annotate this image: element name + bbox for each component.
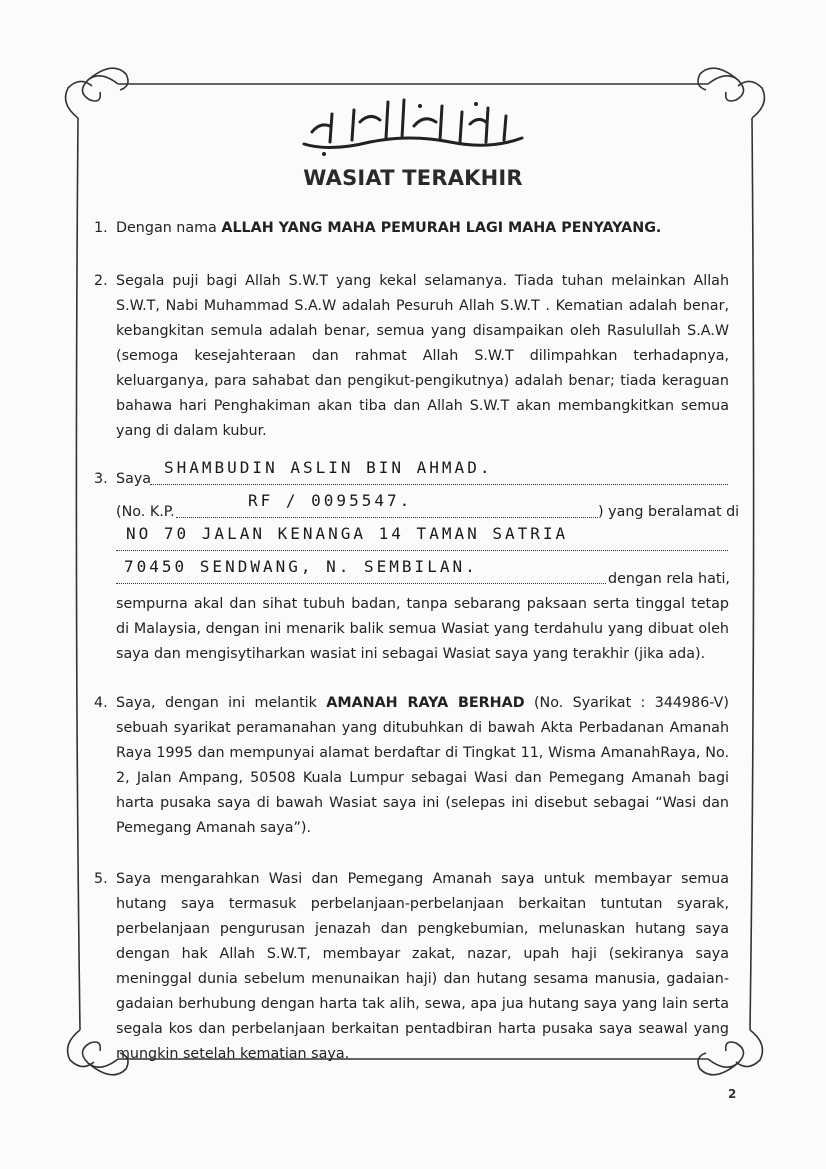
kp-close-label: ) yang beralamat di — [598, 504, 740, 520]
clause-5-text: Saya mengarahkan Wasi dan Pemegang Amanah saya untuk membayar semua hutang saya termasuk perbelanjaan-perbelanjaan berkaitan tuntutan syarak, perbelanjaan pengurusan jenazah dan pengkebumian, melunaskan hutang saya dengan hak Allah S.W.T, membayar zakat, nazar, upah haji (sekiranya saya meninggal dunia sebelum menunaikan haji) dan hutang sesama manusia, gadaian-gadaian berhubung dengan harta tak alih, sewa, apa jua hutang saya yang lain serta segala kos dan perbelanjaan berkaitan pentadbiran harta pusaka saya seawal yang mungkin setelah kematian saya. — [116, 871, 729, 1062]
handwritten-address-2: 70450 SENDWANG, N. SEMBILAN. — [124, 557, 478, 576]
basmala-calligraphy — [290, 92, 534, 160]
handwritten-ic-number: RF / 0095547. — [248, 491, 413, 510]
clause-5-number: 5. — [94, 871, 108, 887]
kp-open-label: (No. K.P. — [116, 504, 175, 520]
saya-label: Saya — [116, 471, 152, 487]
rela-hati-label: dengan rela hati, — [608, 571, 730, 587]
clause-1-lead: Dengan nama — [116, 220, 222, 236]
clause-3-number: 3. — [94, 471, 108, 487]
address-field-1[interactable] — [116, 524, 728, 551]
clause-4-bold: AMANAH RAYA BERHAD — [326, 695, 525, 711]
clause-4-rest: (No. Syarikat : 344986-V) sebuah syarikat peramanahan yang ditubuhkan di bawah Akta Perbadanan Amanah Raya 1995 dan mempunyai alamat berdaftar di Tingkat 11, Wisma AmanahRaya, No. 2, Jalan Ampang, 50508 Kuala Lumpur sebagai Wasi dan Pemegang Amanah bagi harta pusaka saya di bawah Wasiat saya ini (selepas ini disebut sebagai “Wasi dan Pemegang Amanah saya”). — [116, 695, 729, 836]
document-title: WASIAT TERAKHIR — [303, 166, 523, 190]
handwritten-name: SHAMBUDIN ASLIN BIN AHMAD. — [164, 458, 493, 477]
handwritten-address-1: NO 70 JALAN KENANGA 14 TAMAN SATRIA — [126, 524, 569, 543]
clause-2-number: 2. — [94, 273, 108, 289]
name-field[interactable] — [150, 458, 728, 485]
clause-4-number: 4. — [94, 695, 108, 711]
address-field-2[interactable] — [116, 557, 606, 584]
clause-3-text: sempurna akal dan sihat tubuh badan, tanpa sebarang paksaan serta tinggal tetap di Malaysia, dengan ini menarik balik semua Wasiat yang terdahulu yang dibuat oleh saya dan mengisytiharkan wasiat ini sebagai Wasiat saya yang terakhir (jika ada). — [116, 596, 729, 662]
clause-1-text — [116, 216, 729, 241]
clause-2-text: Segala puji bagi Allah S.W.T yang kekal selamanya. Tiada tuhan melainkan Allah S.W.T, Nabi Muhammad S.A.W adalah Pesuruh Allah S.W.T . Kematian adalah benar, kebangkitan semula adalah benar, semua yang disampaikan oleh Rasulullah S.A.W (semoga kesejahteraan dan rahmat Allah S.W.T dilimpahkan terhadapnya, keluarganya, para sahabat dan pengikut-pengikutnya) adalah benar; tiada keraguan bahawa hari Penghakiman akan tiba dan Allah S.W.T akan membangkitkan semua yang di dalam kubur. — [116, 273, 729, 439]
page-number: 2 — [728, 1087, 737, 1101]
clause-4-text — [116, 691, 729, 841]
clause-1-number: 1. — [94, 220, 108, 236]
ic-number-field[interactable] — [176, 491, 598, 518]
clause-4-lead: Saya, dengan ini melantik — [116, 695, 327, 711]
clause-1-bold: ALLAH YANG MAHA PEMURAH LAGI MAHA PENYAYANG. — [221, 220, 662, 236]
